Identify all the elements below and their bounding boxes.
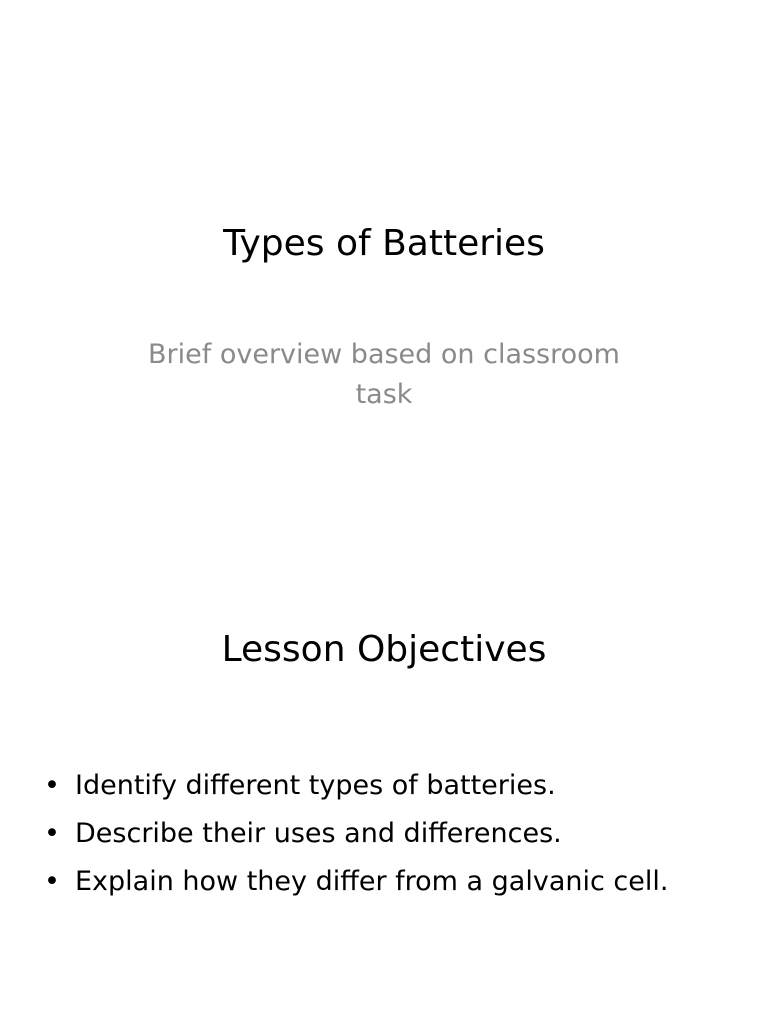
objective-text: Identify different types of batteries. [75,770,556,801]
slide-lesson-objectives [0,512,768,1024]
bullet-dot-icon: • [44,818,60,849]
slide-title-heading: Types of Batteries [223,223,545,264]
objectives-heading: Lesson Objectives [221,629,547,670]
objective-text: Explain how they differ from a galvanic cell. [75,866,669,897]
objective-item [44,858,744,906]
objective-item [44,762,744,810]
bullet-dot-icon: • [44,866,60,897]
objective-text: Describe their uses and differences. [75,818,562,849]
objectives-list [44,762,744,906]
objective-item [44,810,744,858]
slide-subtitle: Brief overview based on classroom task [148,339,620,410]
bullet-dot-icon: • [44,770,60,801]
